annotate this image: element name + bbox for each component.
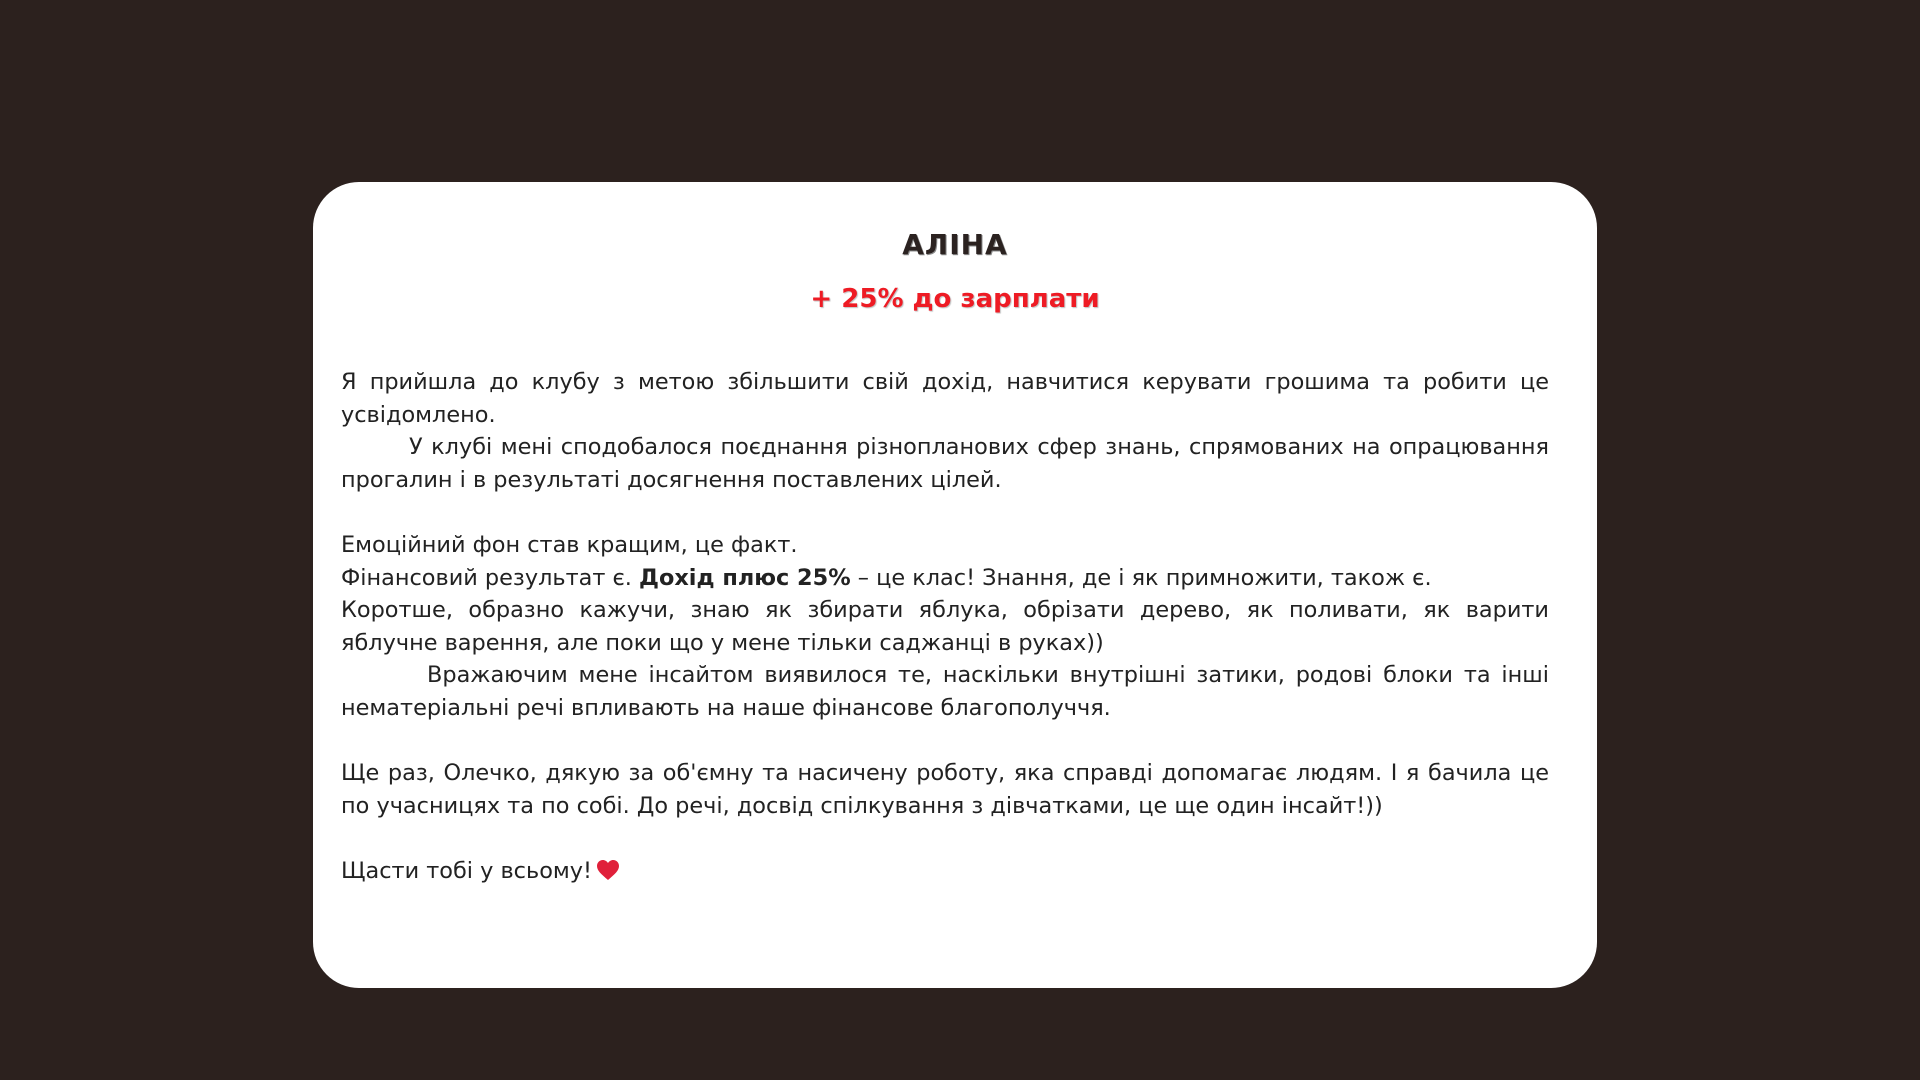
heart-icon: [596, 858, 620, 891]
paragraph-goal: Я прийшла до клубу з метою збільшити свій дохід, навчитися керувати грошима та робити це усвідомлено.: [341, 369, 1549, 428]
financial-text-end: – це клас! Знання, де і як примножити, також є.: [850, 564, 1432, 591]
wish-text: Щасти тобі у всьому!: [341, 857, 593, 884]
paragraph-emotional: Емоційний фон став кращим, це факт.: [341, 531, 798, 558]
testimonial-name: АЛІНА: [902, 228, 1008, 261]
paragraph-thanks: Ще раз, Олечко, дякую за об'ємну та насичену роботу, яка справді допомагає людям. І я бачила це по учасницях та по собі. До речі, досвід спілкування з дівчатками, це ще один інсайт!)): [341, 760, 1549, 819]
paragraph-insight: Вражаючим мене інсайтом виявилося те, наскільки внутрішні затики, родові блоки та інші нематеріальні речі впливають на наше фінансове благополуччя.: [341, 662, 1549, 721]
income-highlight: Дохід плюс 25%: [639, 564, 851, 591]
paragraph-wish: [341, 855, 1549, 891]
testimonial-body: [341, 366, 1549, 891]
financial-text-start: Фінансовий результат є.: [341, 564, 640, 591]
paragraph-metaphor: Коротше, образно кажучи, знаю як збирати яблука, обрізати дерево, як поливати, як варити яблучне варення, але поки що у мене тільки саджанці в руках)): [341, 597, 1549, 656]
testimonial-card: [313, 182, 1597, 988]
paragraph-club: У клубі мені сподобалося поєднання різнопланових сфер знань, спрямованих на опрацювання прогалин і в результаті досягнення поставлених цілей.: [341, 434, 1549, 493]
paragraph-financial: [341, 562, 1549, 595]
testimonial-result: + 25% до зарплати: [810, 284, 1100, 314]
